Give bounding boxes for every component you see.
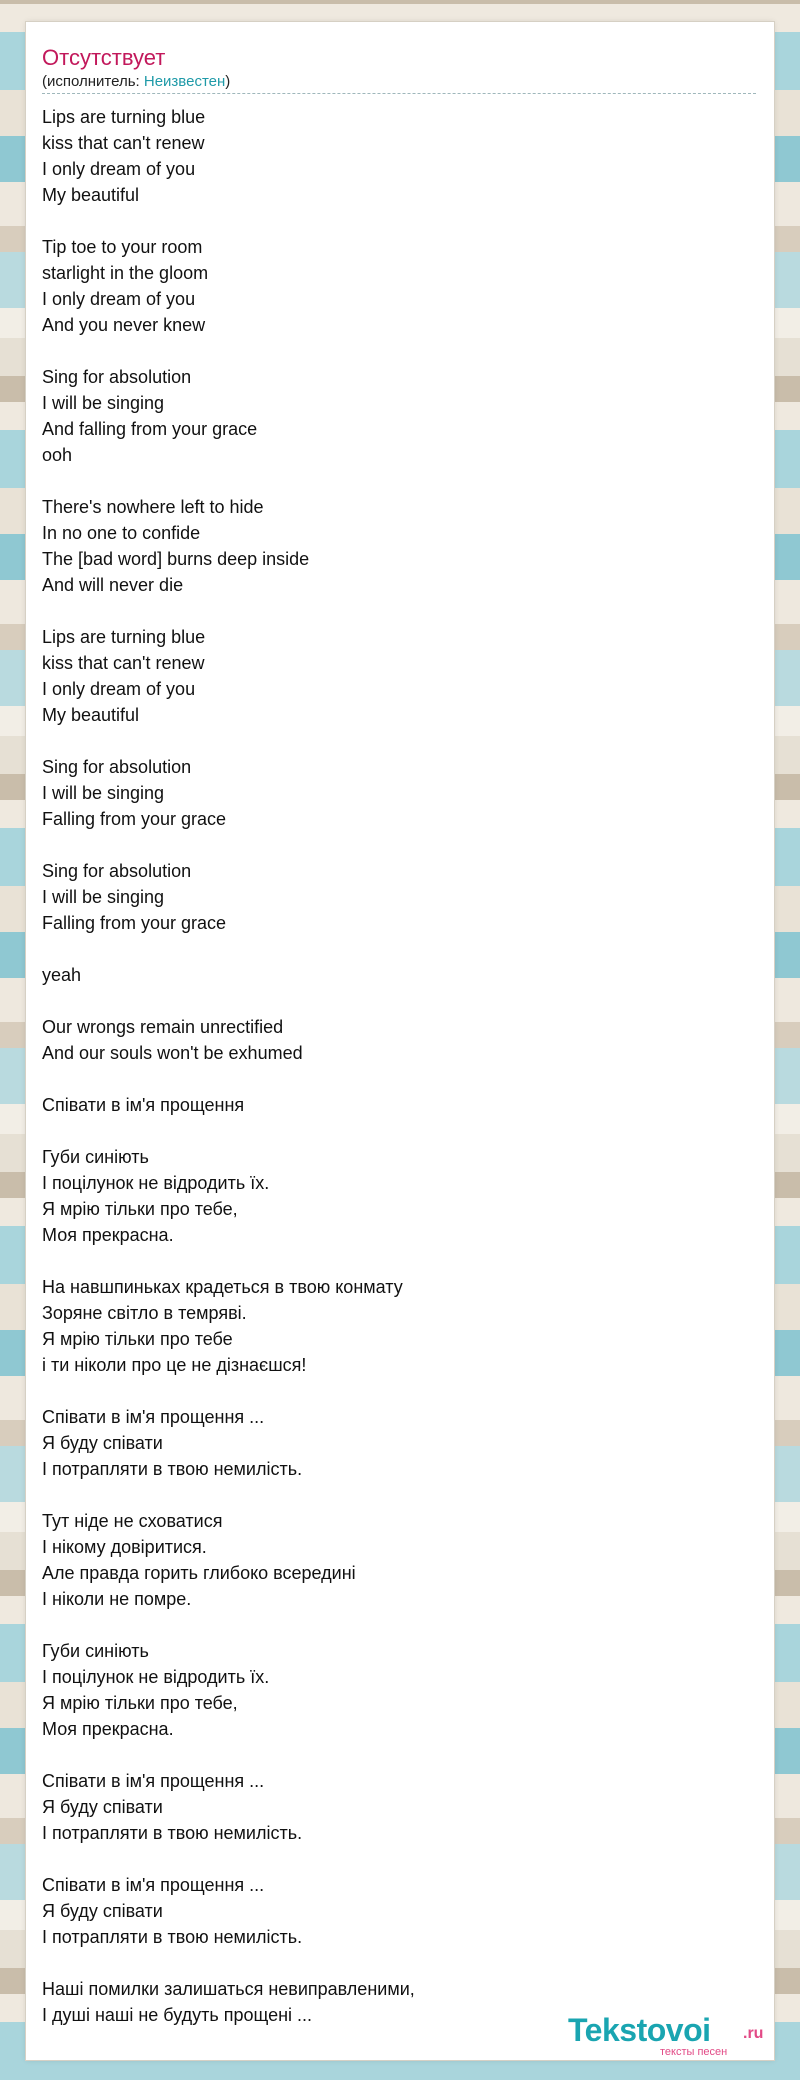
logo-wordmark: Tekstovoi [568,2012,711,2048]
site-logo[interactable] [568,2012,768,2060]
artist-link[interactable]: Неизвестен [143,73,226,90]
lyrics-text: Lips are turning blue kiss that can't renew I only dream of you My beautiful Tip toe to your room starlight in the gloom I only dream of you And you never knew Sing for absolution I will be singing And falling from your grace ooh There's nowhere left to hide In no one to confide The [bad word] burns deep inside And will never die Lips are turning blue kiss that can't renew I only dream of you My beautiful Sing for absolution I will be singing Falling from your grace Sing for absolution I will be singing Falling from your grace yeah Our wrongs remain unrectified And our souls won't be exhumed Співати в ім'я прощення Губи синіють І поцілунок не відродить їх. Я мрію тільки про тебе, Моя прекрасна. На навшпиньках крадеться в твою конмату Зоряне світло в темряві. Я мрію тільки про тебе і ти ніколи про це не дізнаєшся! Співати в ім'я прощення ... Я буду співати І потрапляти в твою немилість. Тут ніде не сховатися І нікому довіритися. Але правда горить глибоко всередині І ніколи не помре. Губи синіють І поцілунок не відродить їх. Я мрію тільки про тебе, Моя прекрасна. Співати в ім'я прощення ... Я буду співати І потрапляти в твою немилість. Співати в ім'я прощення ... Я буду співати І потрапляти в твою немилість. Наші помилки залишаться невиправленими, І душі наші не будуть прощені ... [42,107,415,2025]
lyrics-card [26,22,774,2060]
logo-tagline: тексты песен [660,2046,728,2058]
song-title: Отсутствует [42,45,166,70]
artist-suffix: ) [225,73,231,90]
artist-line [42,72,230,92]
logo-tld: .ru [743,2025,764,2042]
artist-prefix: (исполнитель: [42,73,144,90]
title-divider [42,93,756,94]
